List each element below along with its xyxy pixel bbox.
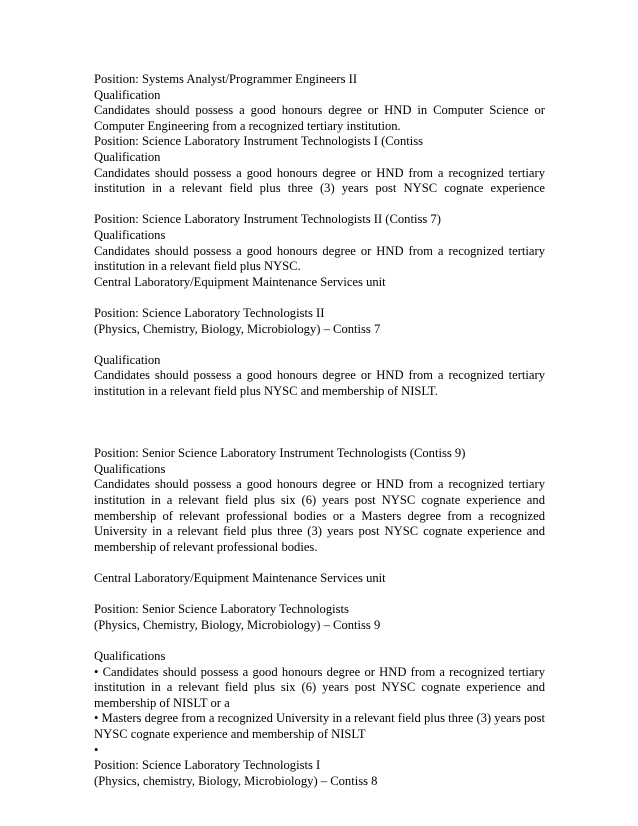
qualification-heading: Qualifications xyxy=(94,648,166,663)
requirement-text: membership of relevant professional bodies. xyxy=(94,539,318,554)
position-subtitle: (Physics, Chemistry, Biology, Microbiology) – Contiss 9 xyxy=(94,617,381,632)
requirement-text: institution in a relevant field plus NYSC. xyxy=(94,259,301,274)
position-heading: Position: Science Laboratory Technologists I xyxy=(94,758,321,773)
unit-heading: Central Laboratory/Equipment Maintenance Services unit xyxy=(94,274,386,289)
qualification-heading: Qualifications xyxy=(94,461,166,476)
requirement-text: institution in a relevant field plus six (6) years post NYSC cognate experience and xyxy=(94,493,545,508)
requirement-text: Candidates should possess a good honours degree or HND from a recognized tertiary xyxy=(94,477,545,492)
requirement-text: institution in a relevant field plus six (6) years post NYSC cognate experience and xyxy=(94,680,545,695)
qualification-heading: Qualification xyxy=(94,149,161,164)
position-heading: Position: Science Laboratory Instrument Technologists I (Contiss xyxy=(94,134,424,149)
blank-line xyxy=(94,337,545,353)
position-heading: Position: Science Laboratory Instrument Technologists II (Contiss 7) xyxy=(94,212,441,227)
requirement-text: institution in a relevant field plus three (3) years post NYSC cognate experience xyxy=(94,181,545,196)
requirement-text: Candidates should possess a good honours degree or HND from a recognized tertiary xyxy=(94,243,545,258)
bullet-item: • xyxy=(94,742,99,757)
requirement-text: institution in a relevant field plus NYSC and membership of NISLT. xyxy=(94,383,438,398)
bullet-item: • Masters degree from a recognized University in a relevant field plus three (3) years post xyxy=(94,711,545,726)
document-page xyxy=(94,72,545,789)
position-heading: Position: Science Laboratory Technologists II xyxy=(94,305,325,320)
blank-line xyxy=(94,555,545,571)
blank-line xyxy=(94,587,545,603)
bullet-item: • Candidates should possess a good honours degree or HND from a recognized tertiary xyxy=(94,664,545,679)
position-heading: Position: Systems Analyst/Programmer Engineers II xyxy=(94,72,358,86)
qualification-heading: Qualification xyxy=(94,87,161,102)
requirement-text: Computer Engineering from a recognized tertiary institution. xyxy=(94,118,401,133)
position-subtitle: (Physics, Chemistry, Biology, Microbiology) – Contiss 7 xyxy=(94,321,381,336)
requirement-text: Candidates should possess a good honours degree or HND from a recognized tertiary xyxy=(94,368,545,383)
blank-line xyxy=(94,290,545,306)
requirement-text: membership of NISLT or a xyxy=(94,695,230,710)
blank-lines xyxy=(94,399,545,446)
requirement-text: Candidates should possess a good honours degree or HND from a recognized tertiary xyxy=(94,165,545,180)
blank-line xyxy=(94,197,545,213)
qualification-heading: Qualification xyxy=(94,352,161,367)
blank-line xyxy=(94,633,545,649)
qualification-heading: Qualifications xyxy=(94,227,166,242)
requirement-text: membership of relevant professional bodies or a Masters degree from a recognized xyxy=(94,508,545,523)
requirement-text: NYSC cognate experience and membership of NISLT xyxy=(94,726,366,741)
position-subtitle: (Physics, chemistry, Biology, Microbiology) – Contiss 8 xyxy=(94,773,378,788)
position-heading: Position: Senior Science Laboratory Technologists xyxy=(94,602,349,617)
requirement-text: Candidates should possess a good honours degree or HND in Computer Science or xyxy=(94,103,545,118)
position-heading: Position: Senior Science Laboratory Instrument Technologists (Contiss 9) xyxy=(94,446,466,461)
requirement-text: University in a relevant field plus three (3) years post NYSC cognate experience and xyxy=(94,524,545,539)
unit-heading: Central Laboratory/Equipment Maintenance Services unit xyxy=(94,571,386,586)
